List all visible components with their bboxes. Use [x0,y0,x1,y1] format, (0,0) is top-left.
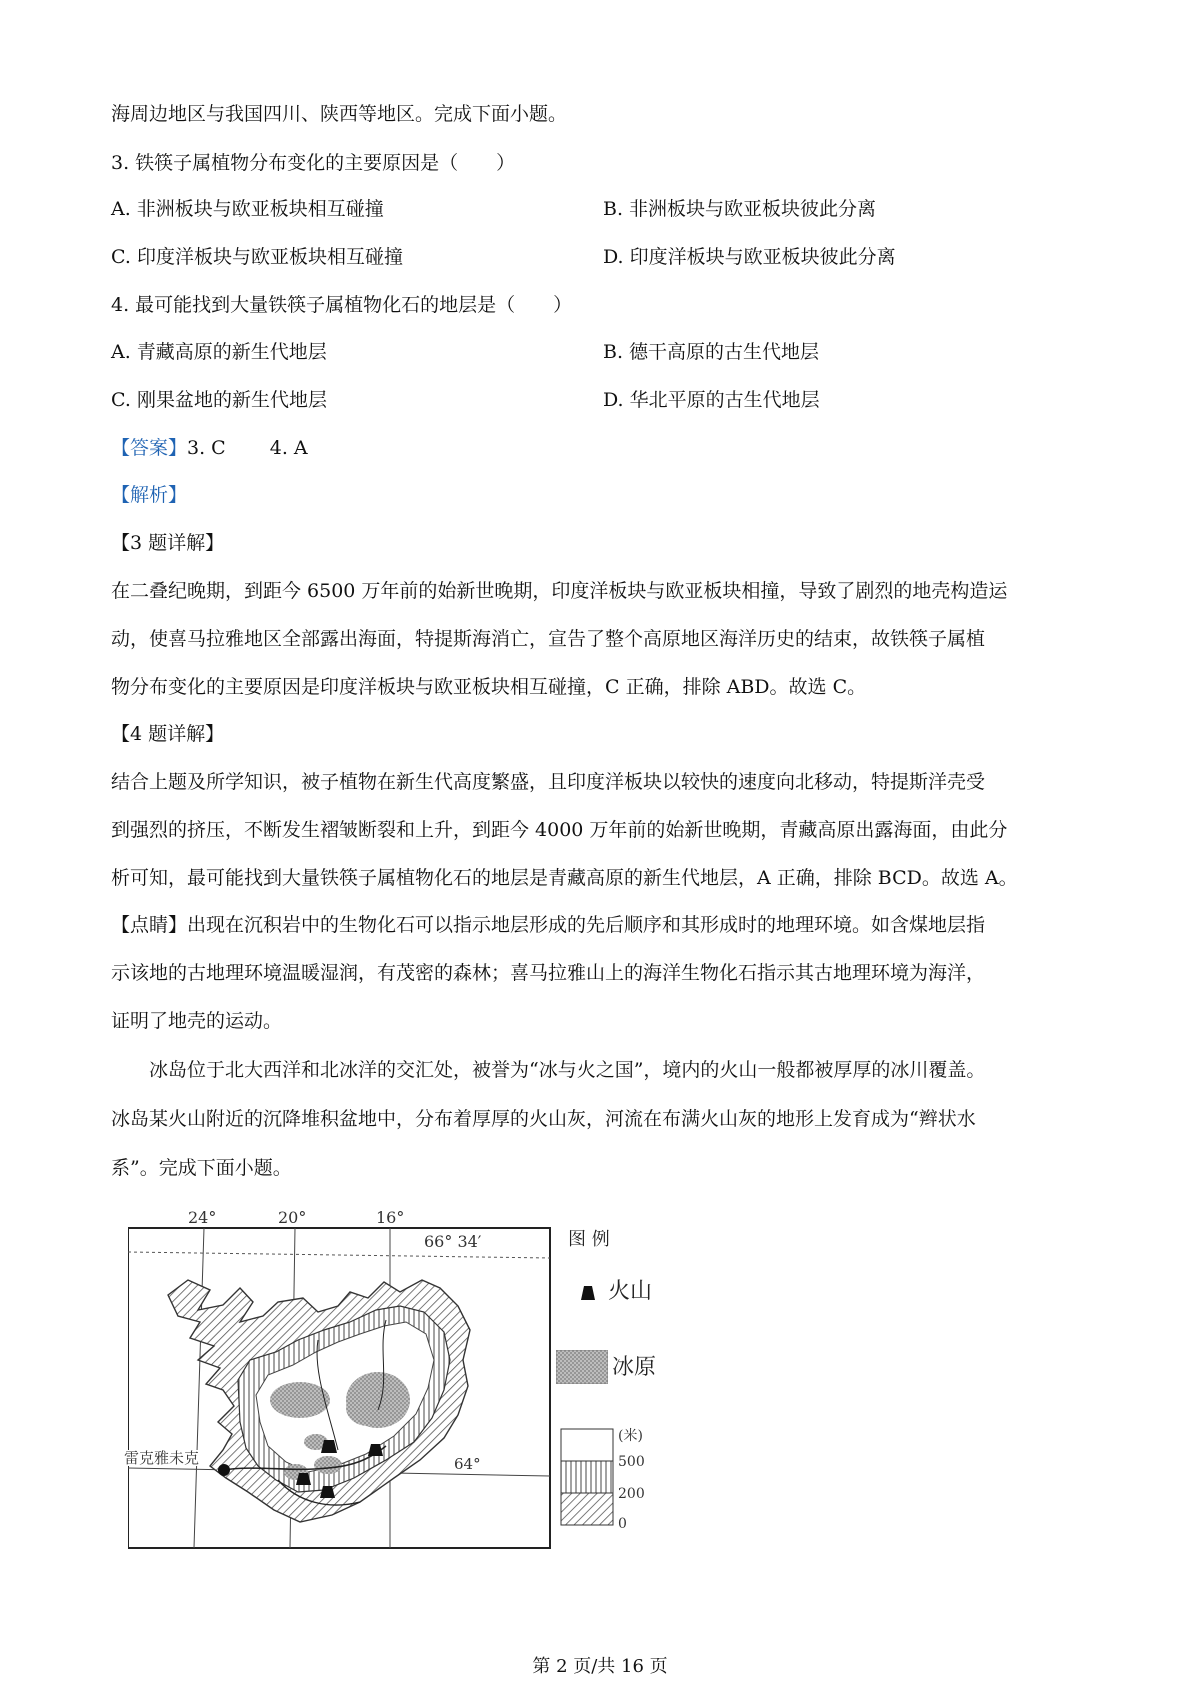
ice-cap [314,1456,342,1474]
detail4-line: 结合上题及所学知识，被子植物在新生代高度繁盛，且印度洋板块以较快的速度向北移动，特提斯洋壳受 [111,771,986,793]
lat-label-arctic: 66° 34′ [424,1232,482,1251]
reykjavik-dot [218,1464,230,1476]
passage-line: 冰岛位于北大西洋和北冰洋的交汇处，被誉为“冰与火之国”，境内的火山一般都被厚厚的冰川覆盖。 [111,1059,986,1081]
tip-line: 证明了地壳的运动。 [111,1010,283,1032]
detail3-title: 【3 题详解】 [111,532,225,554]
city-label: 雷克雅未克 [124,1449,200,1467]
legend-level-0: 0 [618,1516,627,1532]
detail4-line: 到强烈的挤压，不断发生褶皱断裂和上升，到距今 4000 万年前的始新世晚期，青藏高原出露海面，由此分 [111,819,1008,841]
detail3-line: 动，使喜马拉雅地区全部露出海面，特提斯海消亡，宣告了整个高原地区海洋历史的结束，故铁筷子属植 [111,628,986,650]
analysis-label: 【解析】 [111,484,188,506]
lon-label-16: 16° [376,1208,405,1227]
q4-option-b: B. 德干高原的古生代地层 [603,341,820,363]
legend-volcano-icon [580,1286,596,1302]
q4-option-a: A. 青藏高原的新生代地层 [111,341,327,363]
legend-elevation-swatches [560,1428,616,1528]
iceland-map-figure [124,1208,688,1560]
intro-tail: 海周边地区与我国四川、陕西等地区。完成下面小题。 [111,103,568,125]
tip-line: 示该地的古地理环境温暖湿润，有茂密的森林；喜马拉雅山上的海洋生物化石指示其古地理环境为海洋， [111,962,986,984]
legend-title: 图 例 [568,1229,610,1250]
q3-option-c: C. 印度洋板块与欧亚板块相互碰撞 [111,246,403,268]
answer-line [111,435,308,461]
page-footer: 第 2 页/共 16 页 [532,1656,668,1677]
q3-option-b: B. 非洲板块与欧亚板块彼此分离 [603,198,877,220]
detail4-line: 析可知，最可能找到大量铁筷子属植物化石的地层是青藏高原的新生代地层，A 正确，排除 BCD。故选 A。 [111,867,1018,889]
q3-option-a: A. 非洲板块与欧亚板块相互碰撞 [111,198,384,220]
tip-line: 【点睛】出现在沉积岩中的生物化石可以指示地层形成的先后顺序和其形成时的地理环境。如含煤地层指 [111,914,986,936]
legend-ice-swatch [556,1350,608,1384]
q4-option-c: C. 刚果盆地的新生代地层 [111,389,327,411]
lon-label-20: 20° [278,1208,307,1227]
legend-level-500: 500 [618,1454,645,1470]
q4-option-d: D. 华北平原的古生代地层 [603,389,820,411]
passage-line: 系”。完成下面小题。 [111,1157,292,1179]
legend-unit: (米) [618,1428,643,1444]
q3-stem: 3. 铁筷子属植物分布变化的主要原因是（ ） [111,152,516,174]
ice-cap [346,1390,390,1426]
detail3-line: 在二叠纪晚期，到距今 6500 万年前的始新世晚期，印度洋板块与欧亚板块相撞，导致了剧烈的地壳构造运 [111,580,1008,602]
legend-ice-label: 冰原 [612,1355,657,1380]
passage-line: 冰岛某火山附近的沉降堆积盆地中，分布着厚厚的火山灰，河流在布满火山灰的地形上发育成为“辫状水 [111,1108,976,1130]
lat-label-64: 64° [454,1455,481,1473]
answer-label: 【答案】 [111,437,188,459]
detail3-line: 物分布变化的主要原因是印度洋板块与欧亚板块相互碰撞，C 正确，排除 ABD。故选 C。 [111,676,867,698]
q4-stem: 4. 最可能找到大量铁筷子属植物化石的地层是（ ） [111,294,573,316]
legend-volcano-label: 火山 [608,1279,653,1304]
ice-cap [270,1382,330,1418]
detail4-title: 【4 题详解】 [111,723,225,745]
legend-level-200: 200 [618,1486,645,1502]
q3-option-d: D. 印度洋板块与欧亚板块彼此分离 [603,246,896,268]
lon-label-24: 24° [188,1208,217,1227]
answer-text: 3. C 4. A [187,437,308,459]
